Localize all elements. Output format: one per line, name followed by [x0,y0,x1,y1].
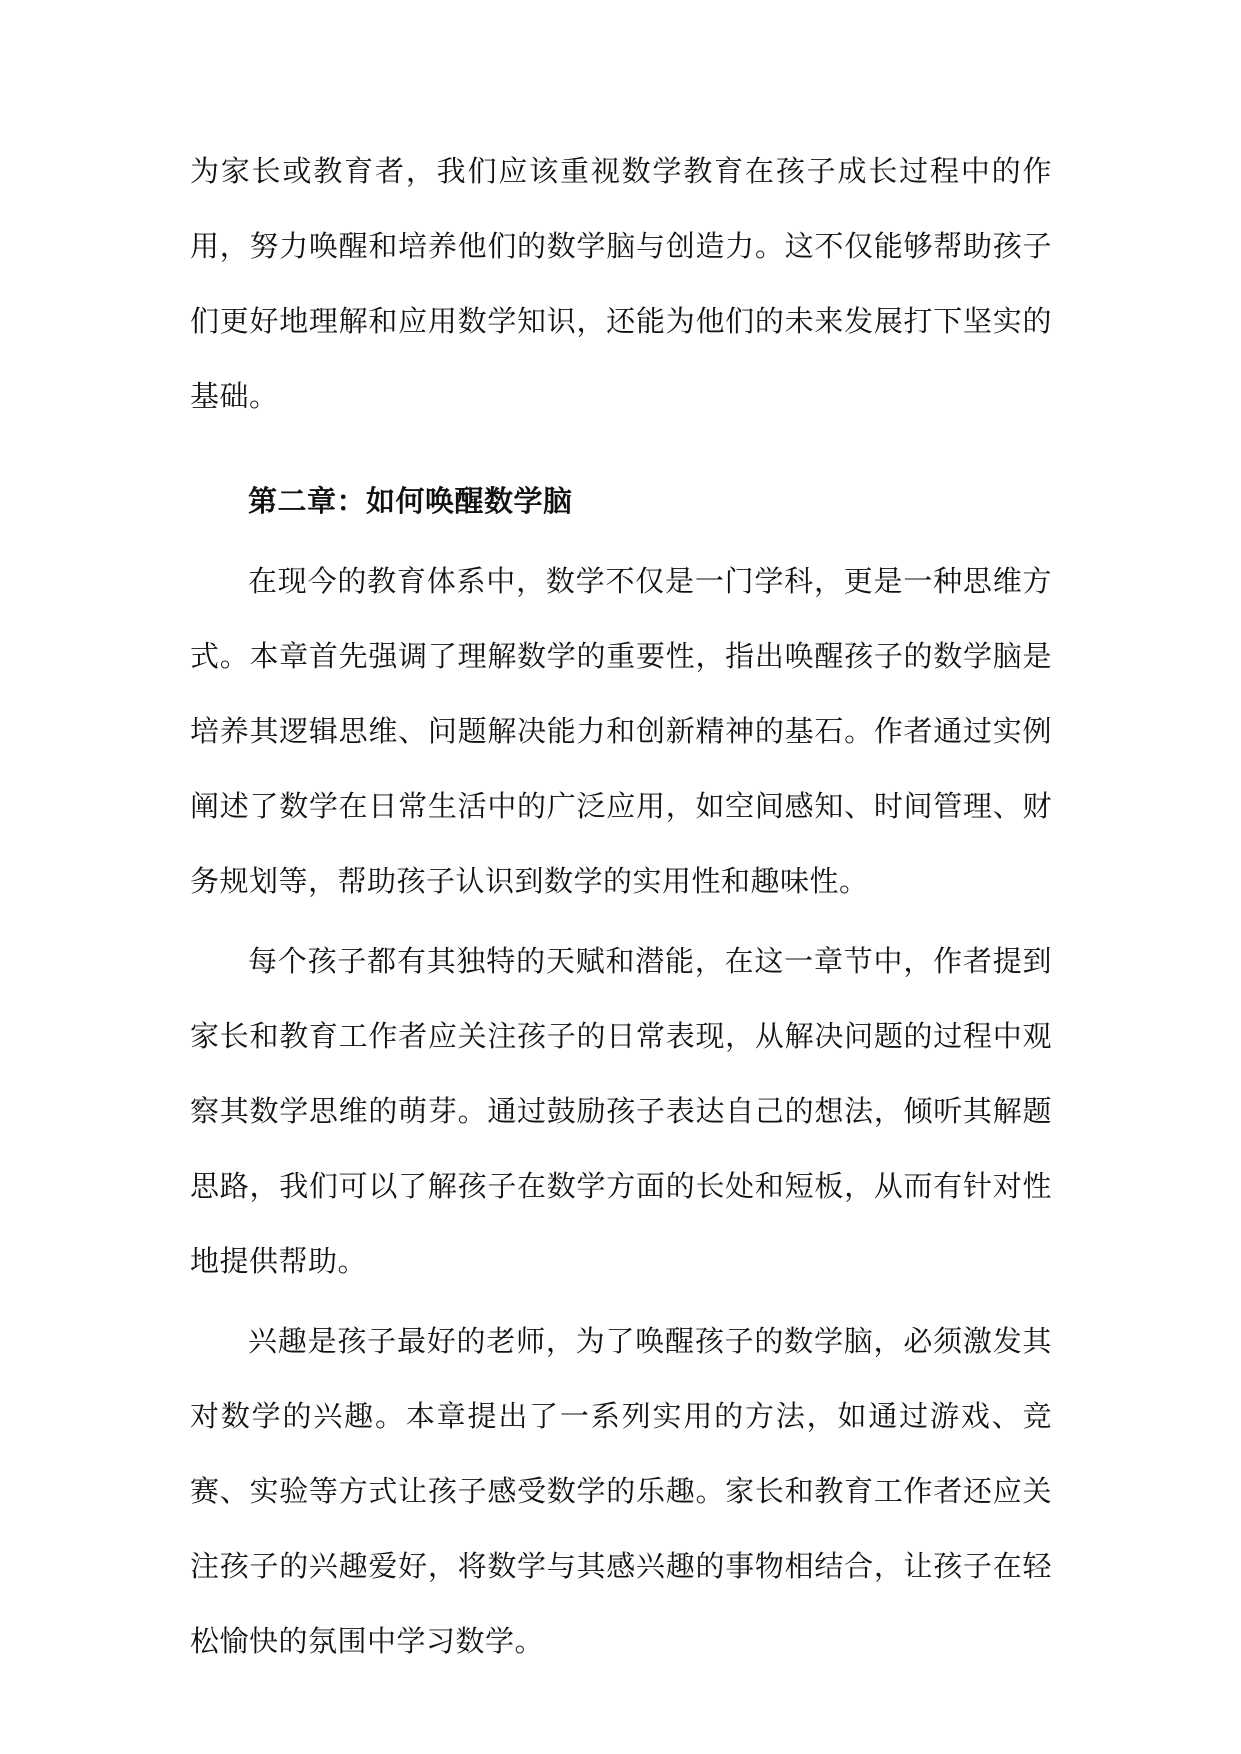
paragraph-chapter-2: 每个孩子都有其独特的天赋和潜能，在这一章节中，作者提到家长和教育工作者应关注孩子的日常表现，从解决问题的过程中观察其数学思维的萌芽。通过鼓励孩子表达自己的想法，倾听其解题思路，我们可以了解孩子在数学方面的长处和短板，从而有针对性地提供帮助。 [190,944,1052,1278]
paragraph-intro-tail: 为家长或教育者，我们应该重视数学教育在孩子成长过程中的作用，努力唤醒和培养他们的数学脑与创造力。这不仅能够帮助孩子们更好地理解和应用数学知识，还能为他们的未来发展打下坚实的基础。 [190,154,1052,413]
document-body [190,134,1052,1679]
paragraph-chapter-3: 兴趣是孩子最好的老师，为了唤醒孩子的数学脑，必须激发其对数学的兴趣。本章提出了一系列实用的方法，如通过游戏、竞赛、实验等方式让孩子感受数学的乐趣。家长和教育工作者还应关注孩子的兴趣爱好，将数学与其感兴趣的事物相结合，让孩子在轻松愉快的氛围中学习数学。 [190,1324,1052,1658]
paragraph-chapter-1: 在现今的教育体系中，数学不仅是一门学科，更是一种思维方式。本章首先强调了理解数学的重要性，指出唤醒孩子的数学脑是培养其逻辑思维、问题解决能力和创新精神的基石。作者通过实例阐述了数学在日常生活中的广泛应用，如空间感知、时间管理、财务规划等，帮助孩子认识到数学的实用性和趣味性。 [190,564,1052,898]
chapter-heading: 第二章：如何唤醒数学脑 [248,484,573,518]
